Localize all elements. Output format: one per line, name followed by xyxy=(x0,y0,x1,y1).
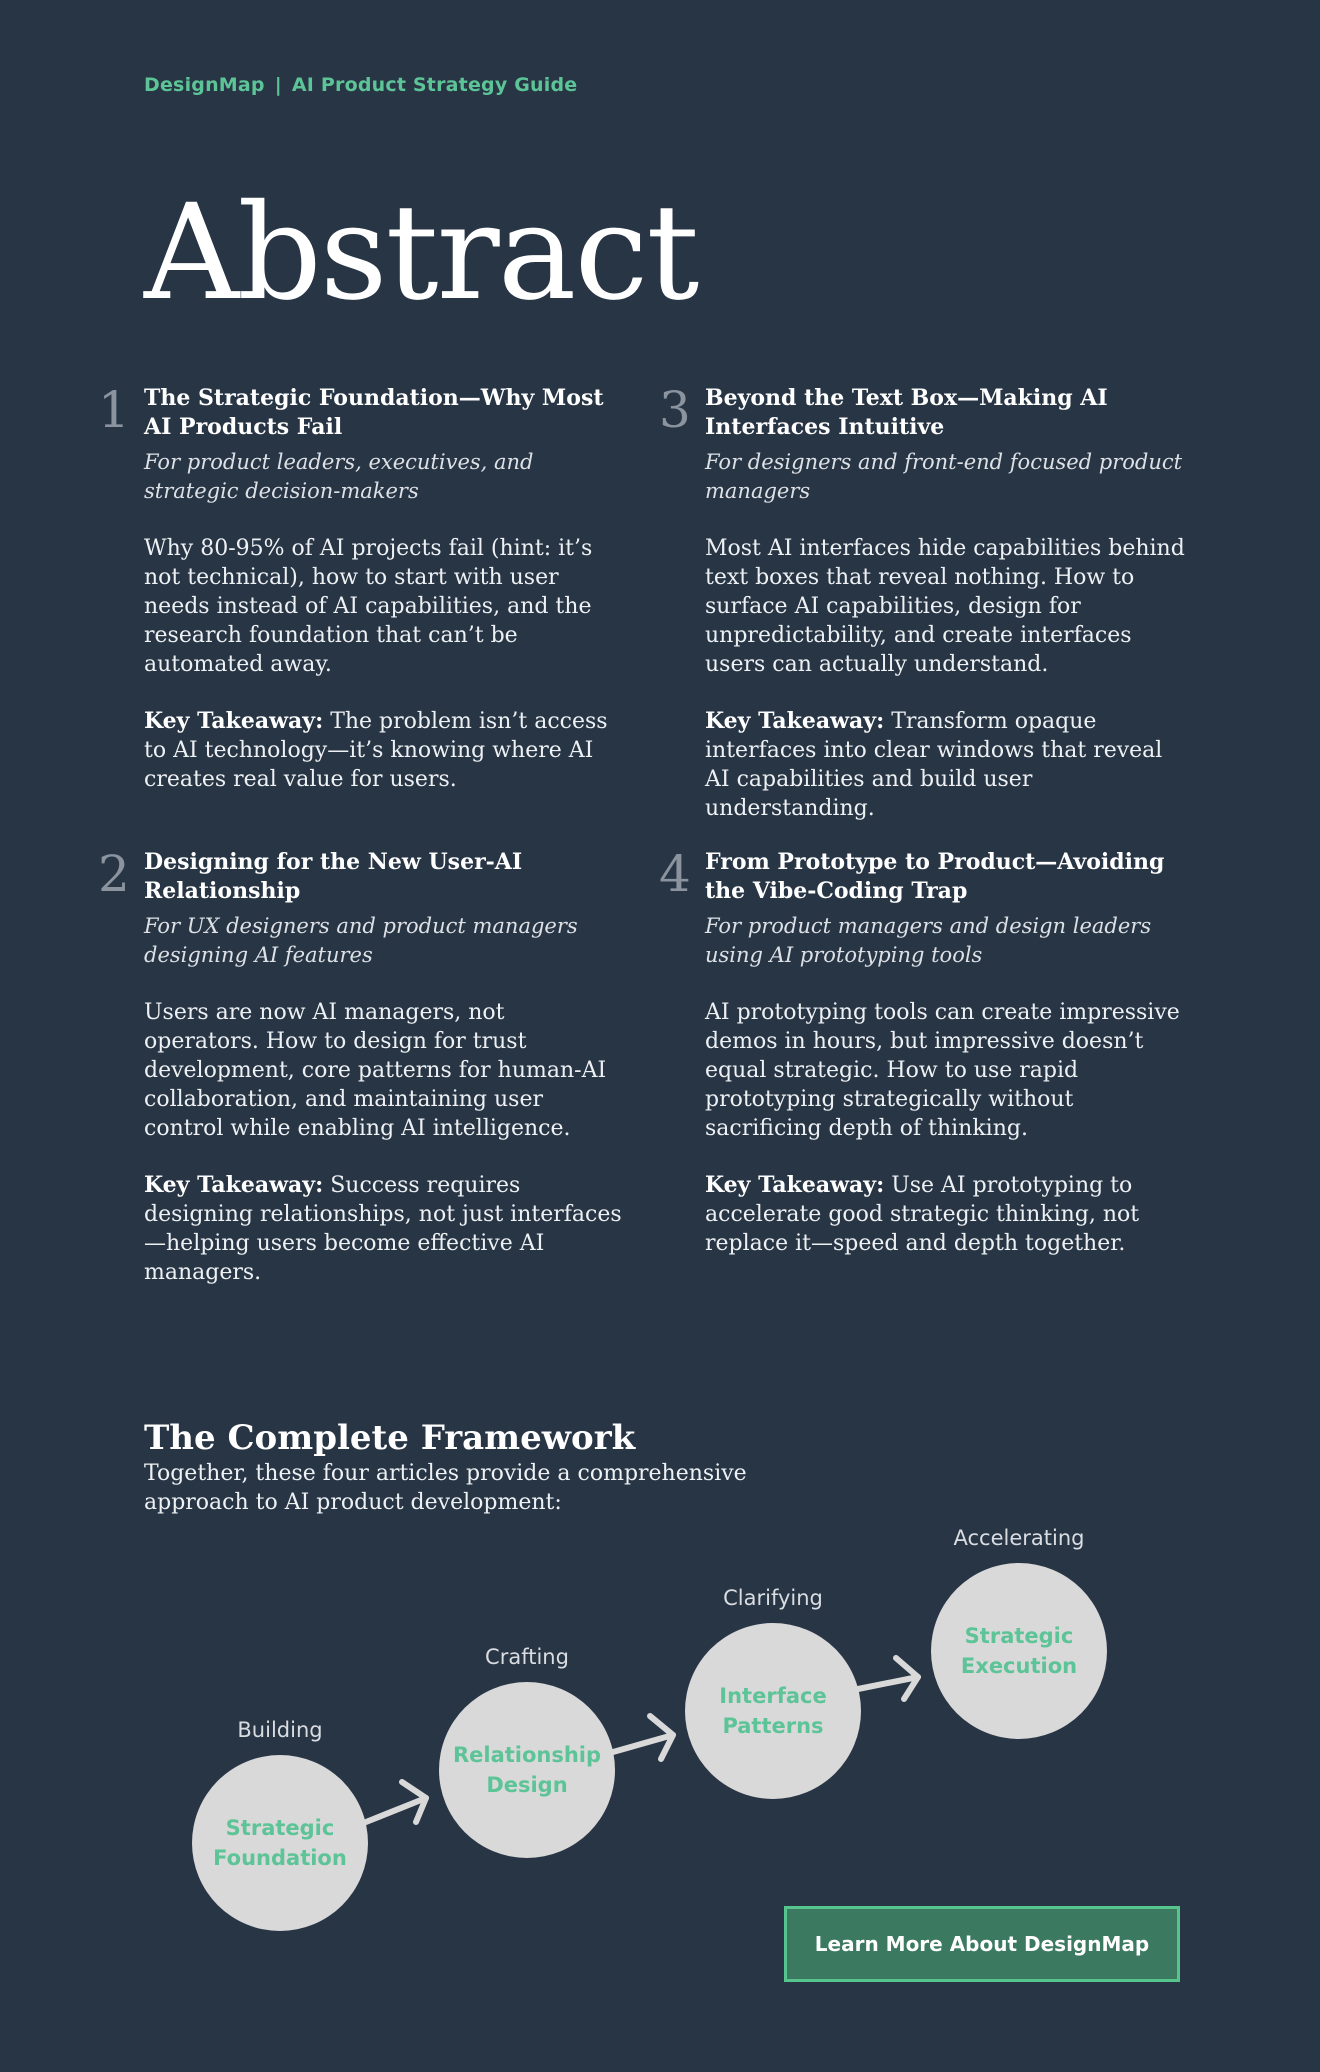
article-description: Most AI interfaces hide capabilities behind text boxes that reveal nothing. How to surface AI capabilities, design for unpredictability, and create interfaces users can actually understand. xyxy=(705,536,1185,677)
article-audience: For product managers and design leaders using AI prototyping tools xyxy=(705,914,1152,967)
stage-label-accelerating: Accelerating xyxy=(953,1526,1085,1550)
brand-name: DesignMap xyxy=(144,74,265,96)
stage-label-crafting: Crafting xyxy=(485,1645,569,1669)
article-description: AI prototyping tools can create impressive demos in hours, but impressive doesn’t equal strategic. How to use rapid prototyping strategically without sacrificing depth of thinking. xyxy=(705,1000,1180,1141)
stage-name: Strategic Execution xyxy=(960,1624,1078,1678)
article-title: From Prototype to Product—Avoiding the Vibe-Coding Trap xyxy=(705,849,1165,904)
article-number: 3 xyxy=(659,381,691,439)
takeaway-text: The problem isn’t access to AI technology—it’s knowing where AI creates real value for users. xyxy=(144,709,608,792)
takeaway-label: Key Takeaway: xyxy=(144,1172,324,1198)
article-description: Users are now AI managers, not operators. How to design for trust development, core patterns for human-AI collaboration, and maintaining user control while enabling AI intelligence. xyxy=(144,1000,607,1141)
brand-separator: | xyxy=(274,74,282,96)
article-audience: For product leaders, executives, and strategic decision-makers xyxy=(144,450,534,503)
article-audience: For designers and front-end focused product managers xyxy=(705,450,1183,503)
arrow-right-icon xyxy=(858,1658,918,1699)
takeaway-text: Use AI prototyping to accelerate good strategic thinking, not replace it—speed and depth together. xyxy=(705,1173,1140,1256)
stage-label-building: Building xyxy=(237,1718,323,1742)
stage-name: Strategic Foundation xyxy=(213,1816,347,1870)
article-title: Designing for the New User-AI Relationship xyxy=(144,849,523,904)
article-description: Why 80-95% of AI projects fail (hint: it’s not technical), how to start with user needs instead of AI capabilities, and the research foundation that can’t be automated away. xyxy=(144,536,593,677)
framework-subtitle: Together, these four articles provide a comprehensive approach to AI product development: xyxy=(144,1461,747,1515)
article-number: 1 xyxy=(98,381,130,439)
article-number: 2 xyxy=(98,845,130,903)
takeaway-text: Transform opaque interfaces into clear windows that reveal AI capabilities and build user understanding. xyxy=(705,709,1163,821)
arrow-right-icon xyxy=(613,1716,673,1759)
page-title: Abstract xyxy=(144,176,698,330)
stage-name: Interface Patterns xyxy=(719,1684,827,1738)
takeaway-label: Key Takeaway: xyxy=(705,1172,885,1198)
article-title: Beyond the Text Box—Making AI Interfaces Intuitive xyxy=(705,385,1108,440)
takeaway-text: Success requires designing relationships, not just interfaces—helping users become effective AI managers. xyxy=(144,1173,622,1285)
takeaway-label: Key Takeaway: xyxy=(144,708,324,734)
brand-subtitle: AI Product Strategy Guide xyxy=(291,74,578,96)
framework-title: The Complete Framework xyxy=(144,1418,636,1458)
arrow-right-icon xyxy=(366,1782,426,1822)
takeaway-label: Key Takeaway: xyxy=(705,708,885,734)
article-audience: For UX designers and product managers designing AI features xyxy=(144,914,578,967)
learn-more-button[interactable]: Learn More About DesignMap xyxy=(784,1906,1180,1982)
stage-name: Relationship Design xyxy=(452,1743,602,1797)
article-title: The Strategic Foundation—Why Most AI Products Fail xyxy=(144,385,604,440)
article-number: 4 xyxy=(659,845,691,903)
stage-label-clarifying: Clarifying xyxy=(723,1586,823,1610)
